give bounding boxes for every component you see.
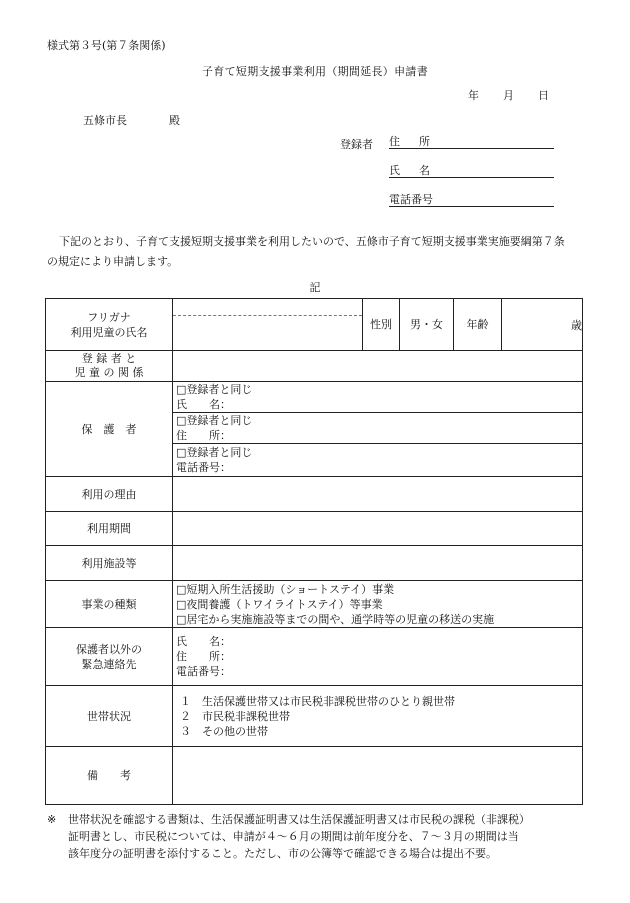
age-field[interactable] [502, 299, 583, 351]
period-row [46, 512, 583, 546]
relation-label-line1: 登 録 者 と [81, 352, 137, 365]
addressee-honorific: 殿 [169, 114, 180, 127]
guardian-address-same-checkbox[interactable]: □登録者と同じ [176, 414, 253, 427]
emergency-contact-label [46, 628, 173, 686]
registrant-name-label: 氏 名 [389, 164, 434, 177]
relation-row [46, 351, 583, 382]
period-field[interactable] [173, 512, 583, 546]
registrant-label: 登録者 [340, 138, 373, 151]
guardian-label: 保 護 者 [46, 382, 173, 477]
emergency-contact-row [46, 628, 583, 686]
request-statement-line2: 綱第７条の規定により申請します。 [47, 235, 565, 268]
household-option-3[interactable]: ３ その他の世帯 [180, 724, 268, 738]
guardian-name-label: 氏 名： [176, 398, 231, 411]
footnote-line3: 該年度分の証明書を添付すること。ただし、市の公簿等で確認できる場合は提出不要。 [68, 847, 497, 860]
emergency-address-label: 住 所： [176, 650, 231, 663]
guardian-address-label: 住 所： [176, 429, 231, 442]
age-label: 年齢 [454, 299, 502, 351]
furigana-label: フリガナ [87, 310, 131, 324]
guardian-phone-same-checkbox[interactable]: □登録者と同じ [176, 446, 253, 459]
child-name-label: 利用児童の氏名 [70, 325, 148, 339]
household-option-1[interactable]: １ 生活保護世帯又は市民税非課税世帯のひとり親世帯 [180, 694, 455, 708]
relation-label-line2: 児 童 の 関 係 [74, 366, 144, 379]
child-row [46, 299, 583, 351]
reason-label: 利用の理由 [46, 477, 173, 512]
addressee-name: 五條市長 [83, 114, 127, 127]
emergency-phone-label: 電話番号： [176, 665, 231, 678]
furigana-input[interactable] [173, 299, 362, 316]
household-row [46, 686, 583, 747]
footnote [47, 811, 587, 862]
guardian-name-same-checkbox[interactable]: □登録者と同じ [176, 383, 253, 396]
relation-field[interactable] [173, 351, 583, 382]
household-label: 世帯状況 [46, 686, 173, 747]
footnote-line1: 世帯状況を確認する書類は、生活保護証明書又は生活保護証明書又は市民税の課税（非課税） [68, 813, 530, 826]
remarks-field[interactable] [173, 747, 583, 805]
date-day-label: 日 [538, 89, 549, 102]
remarks-row [46, 747, 583, 805]
service-option-twilight[interactable]: □夜間養護（トワイライトステイ）等事業 [176, 597, 383, 611]
guardian-address-field[interactable] [173, 413, 583, 444]
service-option-transport[interactable]: □居宅から実施施設等までの間や、通学時等の児童の移送の実施 [176, 612, 495, 626]
request-statement [47, 232, 567, 272]
age-unit: 歳 [571, 318, 582, 332]
footnote-line2: 証明書とし、市民税については、申請が４～６月の期間は前年度分を、７～３月の期間は当 [68, 830, 519, 843]
form-number: 様式第３号(第７条関係) [47, 39, 166, 52]
sex-options[interactable]: 男・女 [400, 299, 454, 351]
registrant-name-line[interactable] [389, 162, 554, 178]
household-options [173, 686, 583, 747]
emergency-name-label: 氏 名： [176, 635, 231, 648]
addressee [83, 112, 180, 128]
child-label-cell [46, 299, 173, 351]
emergency-contact-field[interactable] [173, 628, 583, 686]
ki-heading: 記 [309, 281, 321, 294]
registrant-address-label: 住 所 [389, 135, 434, 148]
service-type-options [173, 581, 583, 628]
service-type-label: 事業の種類 [46, 581, 173, 628]
guardian-phone-field[interactable] [173, 444, 583, 477]
household-option-2[interactable]: ２ 市民税非課税世帯 [180, 709, 290, 723]
footnote-mark: ※ [47, 813, 57, 826]
registrant-phone-line[interactable] [389, 191, 554, 207]
facility-field[interactable] [173, 546, 583, 581]
registrant-phone-label: 電話番号 [389, 193, 433, 206]
registrant-address-line[interactable] [389, 133, 554, 149]
emergency-label-line1: 保護者以外の [76, 642, 142, 656]
child-name-field[interactable] [173, 299, 363, 351]
facility-row [46, 546, 583, 581]
relation-label [46, 351, 173, 382]
date-year-label: 年 [468, 89, 479, 102]
document-title: 子育て短期支援事業利用（期間延長）申請書 [202, 65, 428, 78]
guardian-name-row [46, 382, 583, 413]
service-option-shortstay[interactable]: □短期入所生活援助（ショートステイ）事業 [176, 582, 395, 596]
facility-label: 利用施設等 [46, 546, 173, 581]
emergency-label-line2: 緊急連絡先 [81, 657, 137, 671]
service-type-row [46, 581, 583, 628]
request-statement-line1: 下記のとおり、子育て支援短期支援事業を利用したいので、五條市子育て短期支援事業実施要 [59, 235, 521, 248]
guardian-phone-label: 電話番号： [176, 461, 231, 474]
sex-label: 性別 [363, 299, 400, 351]
application-table [45, 298, 583, 805]
guardian-name-field[interactable] [173, 382, 583, 413]
reason-field[interactable] [173, 477, 583, 512]
reason-row [46, 477, 583, 512]
remarks-label: 備 考 [46, 747, 173, 805]
child-name-input[interactable] [173, 316, 362, 350]
date-month-label: 月 [503, 89, 514, 102]
period-label: 利用期間 [46, 512, 173, 546]
